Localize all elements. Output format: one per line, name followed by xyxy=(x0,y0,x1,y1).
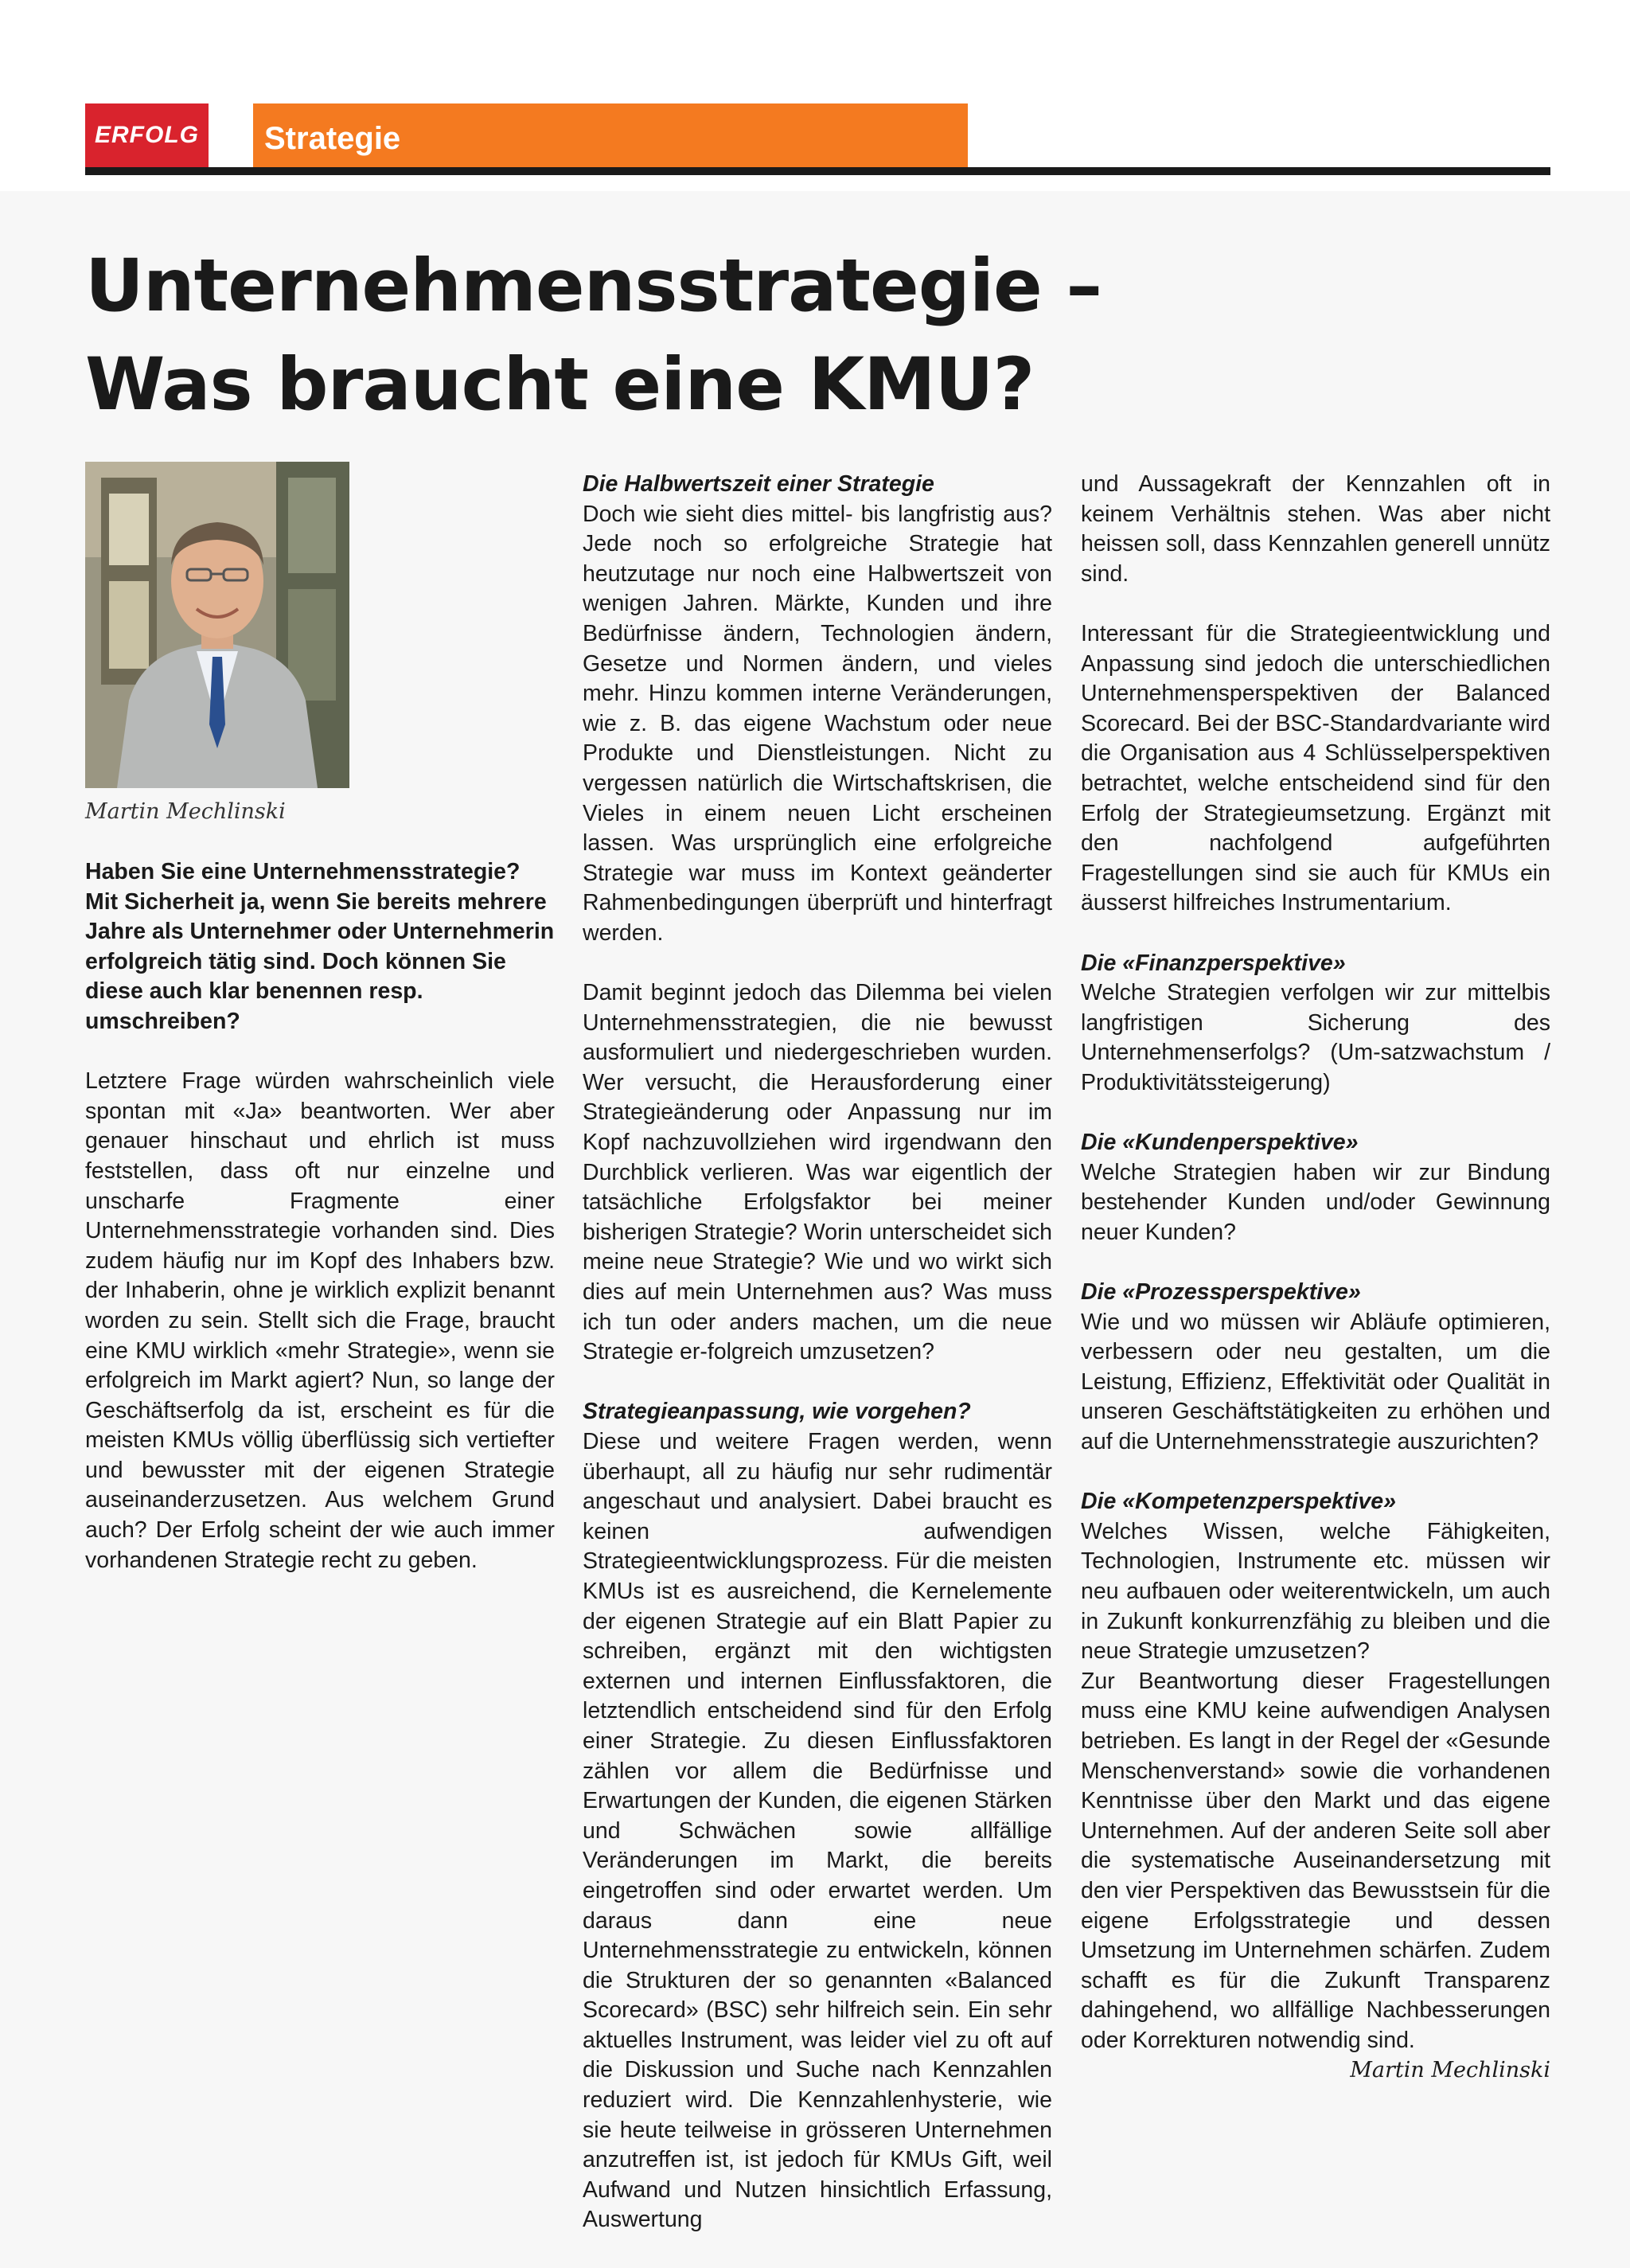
paragraph: Welche Strategien verfolgen wir zur mittelbis langfristigen Sicherung des Unternehmenserfolgs? (Um-satzwachstum / Produktivitätssteigerung) xyxy=(1081,980,1550,1095)
subheading-strategieanpassung: Strategieanpassung, wie vorgehen? xyxy=(583,1399,971,1425)
column-3 xyxy=(1081,470,1550,2086)
column-1-body: Letztere Frage würden wahrscheinlich viele spontan mit «Ja» beantworten. Wer aber genauer hinschaut und ehrlich ist muss feststellen, dass oft nur einzelne und unscharfe Fragmente einer Unternehmensstrategie vorhanden sind. Dies zudem häufig nur im Kopf des Inhabers bzw. der Inhaberin, ohne je wirklich explizit benannt worden zu sein. Stellt sich die Frage, braucht eine KMU wirklich «mehr Strategie», wenn sie erfolgreich im Markt agiert? Nun, so lange der Geschäftserfolg da ist, erscheint es für die meisten KMUs völlig überflüssig sich vertiefter und bewusster mit der eigenen Strategie auseinanderzusetzen. Aus welchem Grund auch? Der Erfolg scheint der wie auch immer vorhandenen Strategie recht zu geben. xyxy=(85,1068,555,1573)
category-bar: Strategie xyxy=(253,103,968,167)
title-line-2: Was braucht eine KMU? xyxy=(85,343,1035,427)
paragraph: Welches Wissen, welche Fähigkeiten, Technologien, Instrumente etc. müssen wir neu aufbauen oder weiterentwickeln, um auch in Zukunft konkurrenzfähig zu bleiben und die neue Strategie umzusetzen? xyxy=(1081,1518,1550,1665)
subheading-halbwertszeit: Die Halbwertszeit einer Strategie xyxy=(583,471,934,497)
column-1 xyxy=(85,857,555,1575)
subheading-kompetenzperspektive: Die «Kompetenzperspektive» xyxy=(1081,1489,1396,1515)
paragraph: Interessant für die Strategieentwicklung und Anpassung sind jedoch die unterschiedlichen Unternehmensperspektiven der Balanced Scorecard. Bei der BSC-Standardvariante wird die Organisation aus 4 Schlüsselperspektiven betrachtet, welche entscheidend sind für den Erfolg der Strategieumsetzung. Ergänzt mit den nachfolgend aufgeführten Fragestellungen sind sie auch für KMUs ein äusserst hilfreiches Instrumentarium. xyxy=(1081,620,1550,916)
header-rule xyxy=(85,167,1550,175)
paragraph: Welche Strategien haben wir zur Bindung bestehender Kunden und/oder Gewinnung neuer Kunden? xyxy=(1081,1159,1550,1245)
subheading-prozessperspektive: Die «Prozessperspektive» xyxy=(1081,1279,1361,1306)
section-tag: ERFOLG xyxy=(85,103,209,167)
subheading-finanzperspektive: Die «Finanzperspektive» xyxy=(1081,950,1346,976)
author-photo xyxy=(85,462,349,788)
paragraph: Doch wie sieht dies mittel- bis langfristig aus? Jede noch so erfolgreiche Strategie hat heutzutage nur noch eine Halbwertszeit von wenigen Jahren. Märkte, Kunden und ihre Bedürfnisse ändern, Technologien ändern, Gesetze und Normen ändern, und vieles mehr. Hinzu kommen interne Veränderungen, wie z. B. das eigene Wachstum oder neue Produkte und Dienstleistungen. Nicht zu vergessen natürlich die Wirtschaftskrisen, die Vieles in einem neuen Licht erscheinen lassen. Was ursprünglich eine erfolgreiche Strategie war muss im Kontext geänderter Rahmenbedingungen überprüft und hinterfragt werden. xyxy=(583,501,1052,946)
paragraph: Damit beginnt jedoch das Dilemma bei vielen Unternehmensstrategien, die nie bewusst ausformuliert und niedergeschrieben wurden. Wer versucht, die Herausforderung einer Strategieänderung oder Anpassung nur im Kopf nachzuvollziehen wird irgendwann den Durchblick verlieren. Was war eigentlich der tatsächliche Erfolgsfaktor bei meiner bisherigen Strategie? Worin unterscheidet sich meine neue Strategie? Wie und wo wirkt sich dies auf mein Unternehmen aus? Was muss ich tun oder anders machen, um die neue Strategie er-folgreich umzusetzen? xyxy=(583,980,1052,1365)
author-portrait-image xyxy=(85,462,349,788)
paragraph: Diese und weitere Fragen werden, wenn überhaupt, all zu häufig nur sehr rudimentär angeschaut und analysiert. Dabei braucht es keinen aufwendigen Strategieentwicklungsprozess. Für die meisten KMUs ist es ausreichend, die Kernelemente der eigenen Strategie auf ein Blatt Papier zu schreiben, ergänzt mit den wichtigsten externen und internen Einflussfaktoren, die letztendlich entscheidend sind für den Erfolg einer Strategie. Zu diesen Einflussfaktoren zählen vor allem die Bedürfnisse und Erwartungen der Kunden, die eigenen Stärken und Schwächen sowie allfällige Veränderungen im Markt, die bereits eingetroffen sind oder erwartet werden. Um daraus dann eine neue Unternehmensstrategie zu entwickeln, können die Strukturen der so genannten «Balanced Scorecard» (BSC) sehr hilfreich sein. Ein sehr aktuelles Instrument, was leider viel zu oft auf die Diskussion und Suche nach Kennzahlen reduziert wird. Die Kennzahlenhysterie, wie sie heute teilweise in grösseren Unternehmen anzutreffen ist, ist jedoch für KMUs Gift, weil Aufwand und Nutzen hinsichtlich Erfassung, Auswertung xyxy=(583,1429,1052,2233)
article-title xyxy=(85,237,1199,435)
title-line-1: Unternehmensstrategie – xyxy=(85,244,1102,328)
article-lead: Haben Sie eine Unternehmensstrategie? Mit Sicherheit ja, wenn Sie bereits mehrere Jahre als Unternehmer oder Unternehmerin erfolgreich tätig sind. Doch können Sie diese auch klar benennen resp. umschreiben? xyxy=(85,859,555,1034)
paragraph: und Aussagekraft der Kennzahlen oft in keinem Verhältnis stehen. Was aber nicht heissen soll, dass Kennzahlen generell unnütz sind. xyxy=(1081,471,1550,587)
author-signature: Martin Mechlinski xyxy=(1350,2058,1550,2083)
subheading-kundenperspektive: Die «Kundenperspektive» xyxy=(1081,1130,1359,1156)
paragraph: Zur Beantwortung dieser Fragestellungen muss eine KMU keine aufwendigen Analysen betrieben. Es langt in der Regel der «Gesunde Menschenverstand» sowie die vorhandenen Kenntnisse über den Markt und das eigene Unternehmen. Auf der anderen Seite soll aber die systematische Auseinandersetzung mit den vier Perspektiven das Bewusstsein für die eigene Erfolgsstrategie und dessen Umsetzung im Unternehmen schärfen. Zudem schafft es für die Zukunft Transparenz dahingehend, wo allfällige Nachbesserungen oder Korrekturen notwendig sind. xyxy=(1081,1668,1550,2053)
photo-caption: Martin Mechlinski xyxy=(85,799,286,824)
column-2 xyxy=(583,470,1052,2235)
paragraph: Wie und wo müssen wir Abläufe optimieren, verbessern oder neu gestalten, um die Leistung, Effizienz, Effektivität oder Qualität in unseren Geschäftstätigkeiten zu erhöhen und auf die Unternehmensstrategie auszurichten? xyxy=(1081,1309,1550,1454)
